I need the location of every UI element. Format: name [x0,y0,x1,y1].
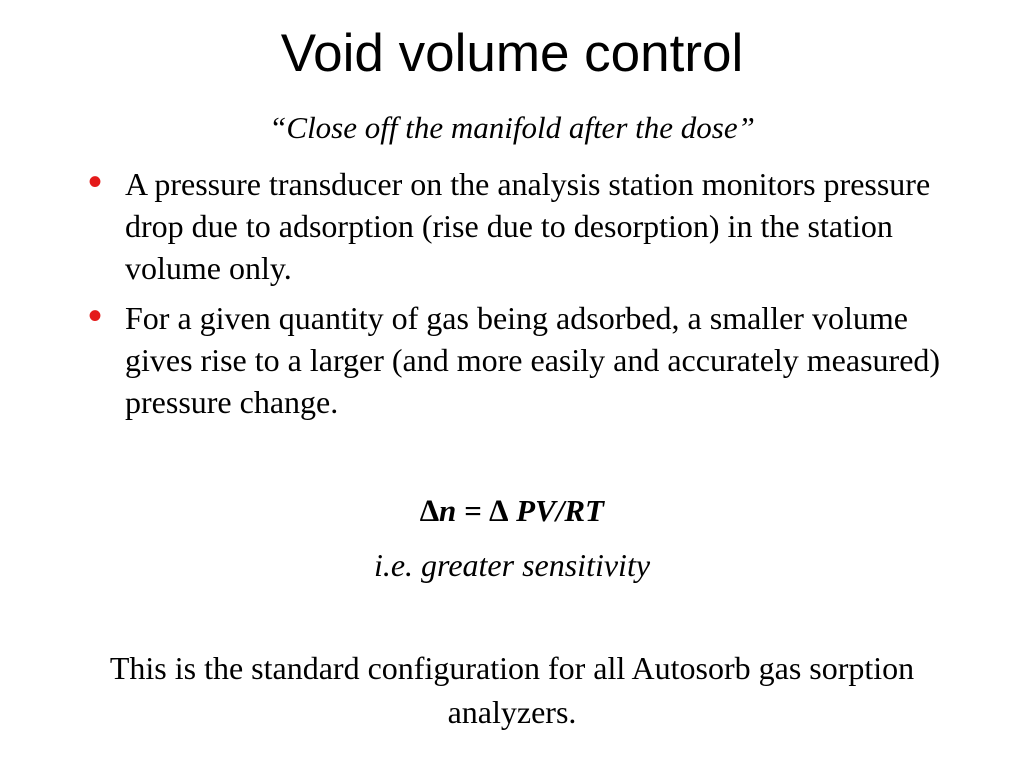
slide-title: Void volume control [280,24,744,83]
bullet-text: A pressure transducer on the analysis station monitors pressure drop due to adsorption (rise due to desorption) in the station volume only. [125,166,931,286]
bullet-marker: • [88,294,103,338]
bullet-marker: • [88,160,103,204]
equation: ∆n = ∆ PV/RT [420,493,604,528]
footer-text: This is the standard configuration for all Autosorb gas sorption analyzers. [109,650,915,730]
bullet-text: For a given quantity of gas being adsorbed, a smaller volume gives rise to a larger (and more easily and accurately measured) pressure change. [125,300,941,420]
sensitivity-note: i.e. greater sensitivity [373,547,651,583]
slide-subtitle-quote: “Close off the manifold after the dose” [269,110,755,145]
bullet-list [0,160,1024,431]
bullet-item-transducer [0,160,1024,289]
bullet-item-volume [0,294,1024,423]
